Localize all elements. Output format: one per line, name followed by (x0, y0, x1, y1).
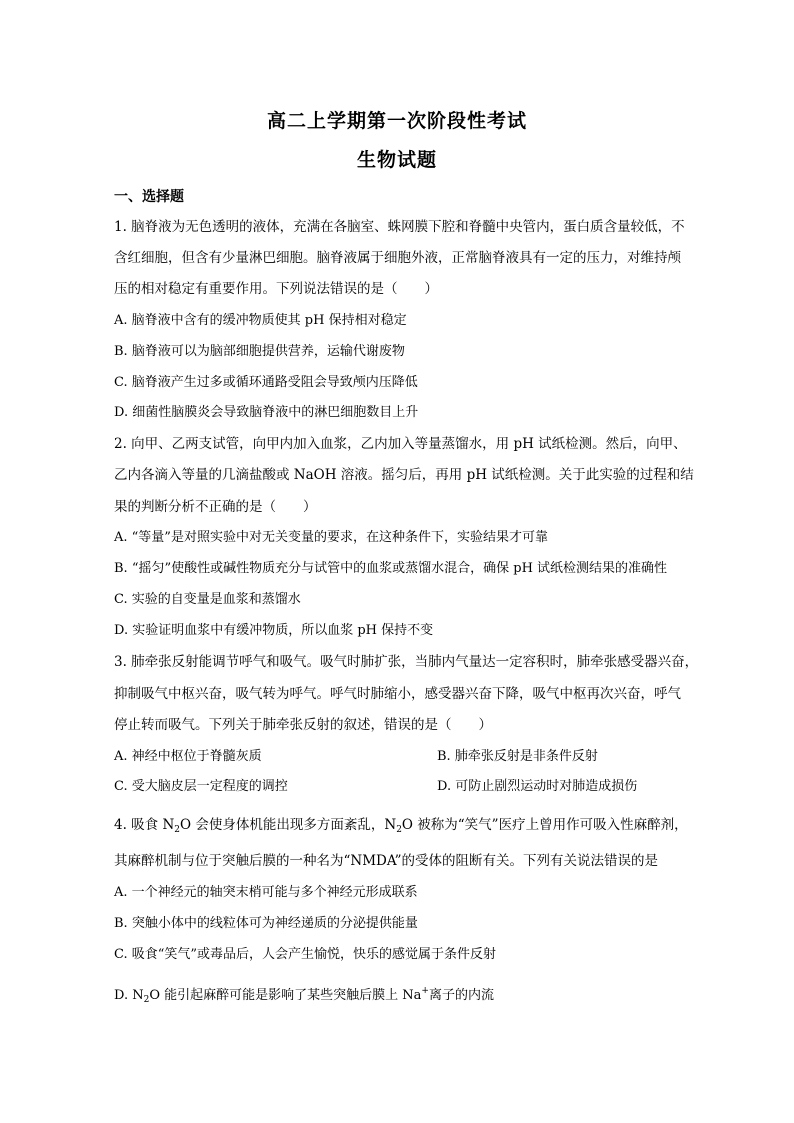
q1-option-b: B. 脑脊液可以为脑部细胞提供营养，运输代谢废物 (114, 344, 405, 359)
q3-stem-line-1: 3. 肺牵张反射能调节呼气和吸气。吸气时肺扩张，当肺内气量达一定容积时，肺牵张感受器兴奋， (114, 654, 699, 670)
q4-option-d (114, 981, 494, 1010)
q2-stem-line-1: 2. 向甲、乙两支试管，向甲内加入血浆，乙内加入等量蒸馏水，用 pH 试纸检测。然后，向甲、 (114, 436, 687, 452)
q1-stem-line-1: 1. 脑脊液为无色透明的液体，充满在各脑室、蛛网膜下腔和脊髓中央管内，蛋白质含量较低，不 (114, 219, 685, 235)
q4-option-c: C. 吸食“笑气”或毒品后，人会产生愉悦，快乐的感觉属于条件反射 (114, 947, 497, 962)
q3-option-a: A. 神经中枢位于脊髓灰质 (114, 749, 262, 764)
q2-option-a: A. “等量”是对照实验中对无关变量的要求，在这种条件下，实验结果才可靠 (114, 530, 548, 545)
q4-stem-part-1: 4. 吸食 N (114, 817, 175, 833)
q4-subscript-2b: 2 (396, 825, 402, 835)
q4-option-d-superscript: + (421, 986, 429, 996)
q4-option-a: A. 一个神经元的轴突末梢可能与多个神经元形成联系 (114, 885, 418, 900)
q4-option-d-part-3: 离子的内流 (428, 988, 494, 1003)
q4-stem-line-1: 4. 吸食 $N_2O$ 会使身体机能出现多方面紊乱，$N_2O$ 被称为“笑气”医疗上曾用作可吸入性麻醉剂， (114, 817, 688, 835)
q1-option-a: A. 脑脊液中含有的缓冲物质使其 pH 保持相对稳定 (114, 313, 407, 328)
q2-option-d: D. 实验证明血浆中有缓冲物质，所以血浆 pH 保持不变 (114, 623, 434, 638)
exam-title: 高二上学期第一次阶段性考试 (266, 110, 527, 132)
q4-subscript-2: 2 (174, 825, 181, 835)
q1-stem-line-3: 压的相对稳定有重要作用。下列说法错误的是（ ） (114, 281, 438, 297)
q4-option-b: B. 突触小体中的线粒体可为神经递质的分泌提供能量 (114, 916, 418, 931)
q2-stem-line-2: 乙内各滴入等量的几滴盐酸或 NaOH 溶液。摇匀后，再用 pH 试纸检测。关于此实验的过程和结 (114, 467, 694, 483)
q4-stem-part-3: O 被称为“笑气”医疗上曾用作可吸入性麻醉剂， (401, 817, 688, 833)
q1-option-c: C. 脑脊液产生过多或循环通路受阻会导致颅内压降低 (114, 375, 418, 390)
q4-stem-line-2: 其麻醉机制与位于突触后膜的一种名为“NMDA”的受体的阻断有关。下列有关说法错误的是 (114, 853, 659, 869)
q4-option-d-part-2: O 能引起麻醉可能是影响了某些突触后膜上 Na (149, 988, 422, 1003)
q3-option-b: B. 肺牵张反射是非条件反射 (437, 749, 598, 764)
q2-stem-line-3: 果的判断分析不正确的是（ ） (114, 499, 317, 515)
q3-stem-line-3: 停止转而吸气。下列关于肺牵张反射的叙述，错误的是（ ） (114, 717, 492, 733)
q3-option-d: D. 可防止剧烈运动时对肺造成损伤 (437, 779, 638, 794)
q1-option-d: D. 细菌性脑膜炎会导致脑脊液中的淋巴细胞数目上升 (114, 405, 419, 420)
q3-stem-line-2: 抑制吸气中枢兴奋，吸气转为呼气。呼气时肺缩小，感受器兴奋下降，吸气中枢再次兴奋，呼气 (114, 686, 681, 702)
q4-stem-part-2: O 会使身体机能出现多方面紊乱， (180, 817, 385, 833)
exam-subtitle: 生物试题 (356, 149, 437, 171)
q4-option-d-part-1: D. N (114, 988, 144, 1003)
q2-option-b: B. “摇匀”使酸性或碱性物质充分与试管中的血浆或蒸馏水混合，确保 pH 试纸检测结果的准确性 (114, 561, 668, 576)
q3-option-c: C. 受大脑皮层一定程度的调控 (114, 779, 288, 794)
q4-option-d-subscript: 2 (143, 995, 150, 1005)
q2-option-c: C. 实验的自变量是血浆和蒸馏水 (114, 592, 301, 607)
section-heading: 一、选择题 (114, 189, 184, 205)
q1-stem-line-2: 含红细胞，但含有少量淋巴细胞。脑脊液属于细胞外液，正常脑脊液具有一定的压力，对维持颅 (114, 250, 681, 266)
